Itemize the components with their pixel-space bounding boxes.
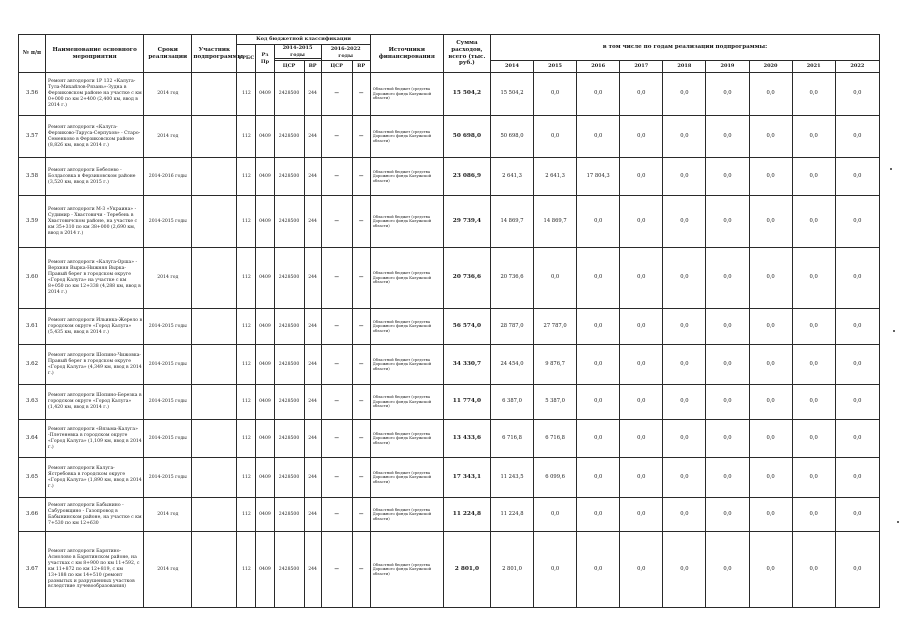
row-year-amount: 0,0 bbox=[749, 158, 792, 196]
row-year-amount: 0,0 bbox=[706, 385, 749, 420]
row-year-amount: 0,0 bbox=[792, 458, 835, 498]
row-csr-2016-2022: — bbox=[321, 385, 352, 420]
row-year-amount: 0,0 bbox=[835, 498, 879, 532]
row-csr: 2428500 bbox=[274, 73, 304, 116]
row-year-amount: 0,0 bbox=[663, 116, 706, 158]
row-year-amount: 0,0 bbox=[749, 309, 792, 345]
row-csr-2016-2022: — bbox=[321, 420, 352, 458]
header-year: 2017 bbox=[620, 61, 663, 73]
row-year-amount: 0,0 bbox=[792, 385, 835, 420]
row-total: 15 504,2 bbox=[443, 73, 490, 116]
row-total: 34 330,7 bbox=[443, 345, 490, 385]
row-year-amount: 0,0 bbox=[749, 196, 792, 248]
row-participant bbox=[192, 158, 237, 196]
row-num: 3.60 bbox=[19, 248, 46, 309]
row-year-amount: 0,0 bbox=[620, 458, 663, 498]
row-year-amount: 0,0 bbox=[706, 158, 749, 196]
row-year-amount: 0,0 bbox=[577, 309, 620, 345]
table-row bbox=[19, 498, 880, 532]
row-year-amount: 0,0 bbox=[620, 498, 663, 532]
row-vr-2016-2022: — bbox=[352, 309, 370, 345]
header-total: Сумма расходов, всего (тыс. руб.) bbox=[443, 35, 490, 73]
row-vr-2016-2022: — bbox=[352, 385, 370, 420]
row-year-amount: 14 869,7 bbox=[490, 196, 533, 248]
row-event-name: Ремонт автодороги «Вязьма-Калуга» -Плетеневка в городском округе «Город Калуга» (1,109 км, ввод в 2014 г.) bbox=[46, 420, 144, 458]
row-vr: 244 bbox=[304, 248, 321, 309]
row-term: 2014 год bbox=[144, 73, 192, 116]
row-term: 2014-2015 годы bbox=[144, 420, 192, 458]
scan-speck bbox=[893, 330, 895, 332]
table-row bbox=[19, 345, 880, 385]
row-year-amount: 6 716,8 bbox=[534, 420, 577, 458]
row-rzpr: 0409 bbox=[256, 158, 274, 196]
row-vr: 244 bbox=[304, 158, 321, 196]
row-participant bbox=[192, 309, 237, 345]
row-year-amount: 0,0 bbox=[835, 458, 879, 498]
row-year-amount: 0,0 bbox=[577, 498, 620, 532]
header-year: 2022 bbox=[835, 61, 879, 73]
row-year-amount: 0,0 bbox=[663, 345, 706, 385]
row-csr-2016-2022: — bbox=[321, 158, 352, 196]
row-num: 3.56 bbox=[19, 73, 46, 116]
row-year-amount: 0,0 bbox=[792, 532, 835, 608]
row-csr-2016-2022: — bbox=[321, 116, 352, 158]
row-year-amount: 0,0 bbox=[706, 420, 749, 458]
row-event-name: Ремонт автодороги «Калуга-Орша» - Верхняя Вырка-Нижняя Вырка-Правый берег в городском округе «Город Калуга» на участке с км 8+050 по км 12+338 (4,288 км, ввод в 2014 г.) bbox=[46, 248, 144, 309]
header-grbs: ГРБС bbox=[237, 45, 256, 73]
row-participant bbox=[192, 196, 237, 248]
row-total: 50 698,0 bbox=[443, 116, 490, 158]
header-year: 2020 bbox=[749, 61, 792, 73]
row-year-amount: 0,0 bbox=[620, 345, 663, 385]
row-total: 56 574,0 bbox=[443, 309, 490, 345]
row-year-amount: 0,0 bbox=[792, 158, 835, 196]
row-vr-2016-2022: — bbox=[352, 345, 370, 385]
row-year-amount: 0,0 bbox=[577, 73, 620, 116]
row-year-amount: 0,0 bbox=[835, 420, 879, 458]
row-total: 23 086,9 bbox=[443, 158, 490, 196]
row-year-amount: 0,0 bbox=[706, 532, 749, 608]
header-source: Источники финансирования bbox=[370, 35, 443, 73]
row-grbs: 112 bbox=[237, 385, 256, 420]
row-vr-2016-2022: — bbox=[352, 248, 370, 309]
row-participant bbox=[192, 498, 237, 532]
row-year-amount: 0,0 bbox=[620, 309, 663, 345]
row-event-name: Ремонт автодороги Шопино-Чижовка-Правый берег в городском округе «Город Калуга» (4,349 км, ввод в 2014 г.) bbox=[46, 345, 144, 385]
budget-table bbox=[18, 34, 880, 608]
table-row bbox=[19, 248, 880, 309]
row-funding-source: Областной бюджет (средства Дорожного фонда Калужской области) bbox=[370, 385, 443, 420]
row-year-amount: 0,0 bbox=[620, 116, 663, 158]
row-funding-source: Областной бюджет (средства Дорожного фонда Калужской области) bbox=[370, 498, 443, 532]
row-year-amount: 0,0 bbox=[663, 158, 706, 196]
row-year-amount: 0,0 bbox=[749, 498, 792, 532]
row-year-amount: 11 224,8 bbox=[490, 498, 533, 532]
row-year-amount: 0,0 bbox=[749, 116, 792, 158]
row-vr-2016-2022: — bbox=[352, 196, 370, 248]
row-vr: 244 bbox=[304, 345, 321, 385]
row-total: 13 433,6 bbox=[443, 420, 490, 458]
row-funding-source: Областной бюджет (средства Дорожного фонда Калужской области) bbox=[370, 345, 443, 385]
row-year-amount: 0,0 bbox=[663, 385, 706, 420]
row-total: 29 739,4 bbox=[443, 196, 490, 248]
row-year-amount: 0,0 bbox=[577, 196, 620, 248]
row-year-amount: 0,0 bbox=[749, 248, 792, 309]
row-year-amount: 0,0 bbox=[792, 345, 835, 385]
table-row bbox=[19, 420, 880, 458]
row-year-amount: 0,0 bbox=[706, 116, 749, 158]
row-csr: 2428500 bbox=[274, 248, 304, 309]
row-rzpr: 0409 bbox=[256, 385, 274, 420]
header-period-2016-2022: 2016-2022 годы bbox=[321, 45, 370, 61]
row-event-name: Ремонт автодороги Барятино-Асмолово в Барятинском районе, на участках с км 8+900 по км 11+592, с км 11+872 по км 12+819, с км 13+188 по км 14+510 (ремонт размытых и разрушенных участков вследствие лучевообразования) bbox=[46, 532, 144, 608]
row-year-amount: 0,0 bbox=[706, 458, 749, 498]
row-year-amount: 0,0 bbox=[835, 345, 879, 385]
row-year-amount: 0,0 bbox=[835, 116, 879, 158]
row-grbs: 112 bbox=[237, 458, 256, 498]
row-year-amount: 0,0 bbox=[620, 420, 663, 458]
row-rzpr: 0409 bbox=[256, 458, 274, 498]
row-year-amount: 0,0 bbox=[620, 532, 663, 608]
row-funding-source: Областной бюджет (средства Дорожного фонда Калужской области) bbox=[370, 309, 443, 345]
header-participant: Участник подпрограммы bbox=[192, 35, 237, 73]
row-csr-2016-2022: — bbox=[321, 248, 352, 309]
row-grbs: 112 bbox=[237, 158, 256, 196]
row-year-amount: 0,0 bbox=[792, 420, 835, 458]
header-year: 2015 bbox=[534, 61, 577, 73]
row-funding-source: Областной бюджет (средства Дорожного фонда Калужской области) bbox=[370, 158, 443, 196]
row-year-amount: 0,0 bbox=[749, 532, 792, 608]
row-year-amount: 0,0 bbox=[577, 458, 620, 498]
row-csr-2016-2022: — bbox=[321, 498, 352, 532]
row-vr: 244 bbox=[304, 73, 321, 116]
row-csr: 2428500 bbox=[274, 116, 304, 158]
scan-speck bbox=[897, 521, 899, 523]
row-num: 3.63 bbox=[19, 385, 46, 420]
row-year-amount: 24 454,0 bbox=[490, 345, 533, 385]
row-year-amount: 0,0 bbox=[706, 73, 749, 116]
row-year-amount: 0,0 bbox=[835, 158, 879, 196]
row-vr: 244 bbox=[304, 532, 321, 608]
row-year-amount: 27 787,0 bbox=[534, 309, 577, 345]
header-csr-2: ЦСР bbox=[321, 61, 352, 73]
row-vr: 244 bbox=[304, 498, 321, 532]
header-num: № п/п bbox=[19, 35, 46, 73]
row-grbs: 112 bbox=[237, 248, 256, 309]
row-vr-2016-2022: — bbox=[352, 158, 370, 196]
row-year-amount: 0,0 bbox=[792, 73, 835, 116]
budget-table-sheet bbox=[18, 34, 880, 608]
row-funding-source: Областной бюджет (средства Дорожного фонда Калужской области) bbox=[370, 532, 443, 608]
table-row bbox=[19, 309, 880, 345]
row-num: 3.57 bbox=[19, 116, 46, 158]
row-grbs: 112 bbox=[237, 116, 256, 158]
row-grbs: 112 bbox=[237, 345, 256, 385]
row-funding-source: Областной бюджет (средства Дорожного фонда Калужской области) bbox=[370, 248, 443, 309]
row-term: 2014-2015 годы bbox=[144, 345, 192, 385]
row-year-amount: 0,0 bbox=[835, 532, 879, 608]
row-vr-2016-2022: — bbox=[352, 73, 370, 116]
row-term: 2014 год bbox=[144, 116, 192, 158]
row-year-amount: 0,0 bbox=[792, 248, 835, 309]
row-funding-source: Областной бюджет (средства Дорожного фонда Калужской области) bbox=[370, 73, 443, 116]
row-event-name: Ремонт автодороги Шопино-Березка в городском округе «Город Калуга» (1,420 км, ввод в 2014 г.) bbox=[46, 385, 144, 420]
row-year-amount: 0,0 bbox=[835, 73, 879, 116]
row-year-amount: 0,0 bbox=[663, 532, 706, 608]
header-year: 2019 bbox=[706, 61, 749, 73]
row-year-amount: 6 099,6 bbox=[534, 458, 577, 498]
row-event-name: Ремонт автодороги Калуга-Ястребовка в городском округе «Город Калуга» (1,890 км, ввод в 2014 г.) bbox=[46, 458, 144, 498]
row-term: 2014-2015 годы bbox=[144, 458, 192, 498]
row-year-amount: 0,0 bbox=[749, 385, 792, 420]
row-year-amount: 0,0 bbox=[835, 309, 879, 345]
row-participant bbox=[192, 532, 237, 608]
row-num: 3.59 bbox=[19, 196, 46, 248]
row-year-amount: 11 243,5 bbox=[490, 458, 533, 498]
row-year-amount: 0,0 bbox=[534, 532, 577, 608]
row-year-amount: 0,0 bbox=[663, 309, 706, 345]
row-year-amount: 0,0 bbox=[620, 158, 663, 196]
row-event-name: Ремонт автодороги Бабынино - Сабуровщино - Газопровод в Бабынинском районе, на участке с км 7+530 по км 12+630 bbox=[46, 498, 144, 532]
row-year-amount: 20 736,6 bbox=[490, 248, 533, 309]
table-row bbox=[19, 158, 880, 196]
header-event: Наименование основного мероприятия bbox=[46, 35, 144, 73]
row-year-amount: 0,0 bbox=[577, 345, 620, 385]
row-rzpr: 0409 bbox=[256, 420, 274, 458]
row-year-amount: 0,0 bbox=[792, 309, 835, 345]
row-grbs: 112 bbox=[237, 420, 256, 458]
header-term: Сроки реализации bbox=[144, 35, 192, 73]
row-year-amount: 0,0 bbox=[620, 248, 663, 309]
row-year-amount: 0,0 bbox=[835, 385, 879, 420]
row-event-name: Ремонт автодороги Ильинка-Жерело в городском округе «Город Калуга» (5,435 км, ввод в 2014 г.) bbox=[46, 309, 144, 345]
row-year-amount: 0,0 bbox=[663, 73, 706, 116]
row-csr: 2428500 bbox=[274, 158, 304, 196]
row-grbs: 112 bbox=[237, 73, 256, 116]
row-year-amount: 0,0 bbox=[534, 73, 577, 116]
row-year-amount: 0,0 bbox=[534, 498, 577, 532]
row-year-amount: 2 641,3 bbox=[534, 158, 577, 196]
row-year-amount: 0,0 bbox=[792, 498, 835, 532]
row-year-amount: 0,0 bbox=[534, 116, 577, 158]
table-row bbox=[19, 116, 880, 158]
row-csr: 2428500 bbox=[274, 420, 304, 458]
row-csr: 2428500 bbox=[274, 458, 304, 498]
row-year-amount: 0,0 bbox=[835, 196, 879, 248]
row-year-amount: 0,0 bbox=[706, 196, 749, 248]
row-csr: 2428500 bbox=[274, 196, 304, 248]
header-year: 2014 bbox=[490, 61, 533, 73]
header-period-2014-2015: 2014-2015 годы bbox=[274, 45, 321, 59]
row-year-amount: 0,0 bbox=[706, 498, 749, 532]
row-vr: 244 bbox=[304, 458, 321, 498]
row-year-amount: 0,0 bbox=[706, 309, 749, 345]
row-vr-2016-2022: — bbox=[352, 116, 370, 158]
table-row bbox=[19, 532, 880, 608]
row-year-amount: 0,0 bbox=[835, 248, 879, 309]
row-year-amount: 0,0 bbox=[577, 385, 620, 420]
row-year-amount: 6 716,8 bbox=[490, 420, 533, 458]
row-year-amount: 0,0 bbox=[749, 458, 792, 498]
row-participant bbox=[192, 116, 237, 158]
header-vr-2: ВР bbox=[352, 61, 370, 73]
row-rzpr: 0409 bbox=[256, 498, 274, 532]
row-year-amount: 0,0 bbox=[577, 116, 620, 158]
table-row bbox=[19, 196, 880, 248]
row-term: 2014 год bbox=[144, 248, 192, 309]
header-year: 2016 bbox=[577, 61, 620, 73]
row-term: 2014 год bbox=[144, 532, 192, 608]
row-rzpr: 0409 bbox=[256, 116, 274, 158]
row-csr: 2428500 bbox=[274, 498, 304, 532]
row-participant bbox=[192, 248, 237, 309]
row-year-amount: 0,0 bbox=[620, 196, 663, 248]
row-total: 20 736,6 bbox=[443, 248, 490, 309]
row-year-amount: 0,0 bbox=[620, 73, 663, 116]
row-vr: 244 bbox=[304, 116, 321, 158]
row-total: 11 774,0 bbox=[443, 385, 490, 420]
row-participant bbox=[192, 385, 237, 420]
row-vr-2016-2022: — bbox=[352, 498, 370, 532]
row-year-amount: 0,0 bbox=[792, 116, 835, 158]
row-vr: 244 bbox=[304, 420, 321, 458]
row-total: 11 224,8 bbox=[443, 498, 490, 532]
row-csr-2016-2022: — bbox=[321, 196, 352, 248]
row-vr-2016-2022: — bbox=[352, 458, 370, 498]
row-funding-source: Областной бюджет (средства Дорожного фонда Калужской области) bbox=[370, 458, 443, 498]
header-year: 2018 bbox=[663, 61, 706, 73]
row-vr-2016-2022: — bbox=[352, 532, 370, 608]
row-grbs: 112 bbox=[237, 498, 256, 532]
row-year-amount: 2 801,0 bbox=[490, 532, 533, 608]
row-year-amount: 0,0 bbox=[706, 345, 749, 385]
row-year-amount: 17 804,3 bbox=[577, 158, 620, 196]
row-year-amount: 28 787,0 bbox=[490, 309, 533, 345]
row-funding-source: Областной бюджет (средства Дорожного фонда Калужской области) bbox=[370, 196, 443, 248]
row-num: 3.67 bbox=[19, 532, 46, 608]
row-year-amount: 0,0 bbox=[706, 248, 749, 309]
row-rzpr: 0409 bbox=[256, 248, 274, 309]
row-num: 3.62 bbox=[19, 345, 46, 385]
row-term: 2014-2016 годы bbox=[144, 158, 192, 196]
row-year-amount: 6 387,0 bbox=[490, 385, 533, 420]
row-rzpr: 0409 bbox=[256, 345, 274, 385]
row-grbs: 112 bbox=[237, 532, 256, 608]
row-rzpr: 0409 bbox=[256, 309, 274, 345]
row-year-amount: 0,0 bbox=[577, 248, 620, 309]
table-row bbox=[19, 458, 880, 498]
row-csr: 2428500 bbox=[274, 345, 304, 385]
row-grbs: 112 bbox=[237, 196, 256, 248]
row-year-amount: 0,0 bbox=[792, 196, 835, 248]
row-rzpr: 0409 bbox=[256, 73, 274, 116]
row-csr-2016-2022: — bbox=[321, 309, 352, 345]
row-year-amount: 0,0 bbox=[577, 532, 620, 608]
row-total: 17 343,1 bbox=[443, 458, 490, 498]
header-year: 2021 bbox=[792, 61, 835, 73]
row-event-name: Ремонт автодороги Бебелево - Болдасовка в Ферзиковском районе (3,520 км, ввод в 2015 г.) bbox=[46, 158, 144, 196]
row-term: 2014-2015 годы bbox=[144, 385, 192, 420]
row-term: 2014-2015 годы bbox=[144, 309, 192, 345]
row-year-amount: 0,0 bbox=[663, 248, 706, 309]
row-rzpr: 0409 bbox=[256, 196, 274, 248]
table-row bbox=[19, 385, 880, 420]
row-participant bbox=[192, 345, 237, 385]
row-year-amount: 0,0 bbox=[577, 420, 620, 458]
row-num: 3.61 bbox=[19, 309, 46, 345]
row-num: 3.65 bbox=[19, 458, 46, 498]
row-num: 3.64 bbox=[19, 420, 46, 458]
header-csr: ЦСР bbox=[274, 61, 304, 73]
row-year-amount: 0,0 bbox=[620, 385, 663, 420]
row-total: 2 801,0 bbox=[443, 532, 490, 608]
row-term: 2014 год bbox=[144, 498, 192, 532]
row-year-amount: 0,0 bbox=[663, 458, 706, 498]
row-term: 2014-2015 годы bbox=[144, 196, 192, 248]
row-csr: 2428500 bbox=[274, 385, 304, 420]
row-funding-source: Областной бюджет (средства Дорожного фонда Калужской области) bbox=[370, 420, 443, 458]
row-year-amount: 14 869,7 bbox=[534, 196, 577, 248]
row-year-amount: 0,0 bbox=[663, 498, 706, 532]
row-year-amount: 0,0 bbox=[749, 345, 792, 385]
scan-speck bbox=[890, 168, 892, 170]
table-row bbox=[19, 73, 880, 116]
row-year-amount: 5 387,0 bbox=[534, 385, 577, 420]
row-vr-2016-2022: — bbox=[352, 420, 370, 458]
row-csr-2016-2022: — bbox=[321, 73, 352, 116]
row-rzpr: 0409 bbox=[256, 532, 274, 608]
row-participant bbox=[192, 73, 237, 116]
header-by-years: в том числе по годам реализации подпрограммы: bbox=[490, 35, 879, 61]
row-vr: 244 bbox=[304, 309, 321, 345]
header-rzpr: Рз Пр bbox=[256, 45, 274, 73]
row-csr-2016-2022: — bbox=[321, 532, 352, 608]
row-vr: 244 bbox=[304, 196, 321, 248]
row-csr: 2428500 bbox=[274, 309, 304, 345]
row-event-name: Ремонт автодороги 1Р 132 «Калуга-Тула-Михайлов-Рязань»-Зудна в Ферзиковском районе на участке с км 0+000 по км 2+400 (2,400 км, ввод в 2014 г.) bbox=[46, 73, 144, 116]
row-year-amount: 0,0 bbox=[663, 420, 706, 458]
row-csr: 2428500 bbox=[274, 532, 304, 608]
row-num: 3.66 bbox=[19, 498, 46, 532]
row-num: 3.58 bbox=[19, 158, 46, 196]
row-year-amount: 0,0 bbox=[663, 196, 706, 248]
row-year-amount: 0,0 bbox=[749, 73, 792, 116]
row-year-amount: 9 876,7 bbox=[534, 345, 577, 385]
row-participant bbox=[192, 420, 237, 458]
row-participant bbox=[192, 458, 237, 498]
row-year-amount: 50 698,0 bbox=[490, 116, 533, 158]
row-year-amount: 0,0 bbox=[534, 248, 577, 309]
row-csr-2016-2022: — bbox=[321, 345, 352, 385]
row-year-amount: 15 504,2 bbox=[490, 73, 533, 116]
row-event-name: Ремонт автодороги «Калуга-Ферзиково-Таруса-Серпухов» - Старо-Семенково в Ферзиковском районе (8,826 км, ввод в 2014 г.) bbox=[46, 116, 144, 158]
header-budget-code: Код бюджетной классификации bbox=[237, 35, 370, 45]
row-vr: 244 bbox=[304, 385, 321, 420]
row-csr-2016-2022: — bbox=[321, 458, 352, 498]
row-year-amount: 0,0 bbox=[749, 420, 792, 458]
header-vr: ВР bbox=[304, 61, 321, 73]
row-event-name: Ремонт автодороги М-3 «Украина» - Судимир - Хвастовичи - Теребень в Хвастовичском районе, на участке с км 35+310 по км 38+000 (2,690 км, ввод в 2014 г.) bbox=[46, 196, 144, 248]
row-funding-source: Областной бюджет (средства Дорожного фонда Калужской области) bbox=[370, 116, 443, 158]
row-grbs: 112 bbox=[237, 309, 256, 345]
row-year-amount: 2 641,3 bbox=[490, 158, 533, 196]
